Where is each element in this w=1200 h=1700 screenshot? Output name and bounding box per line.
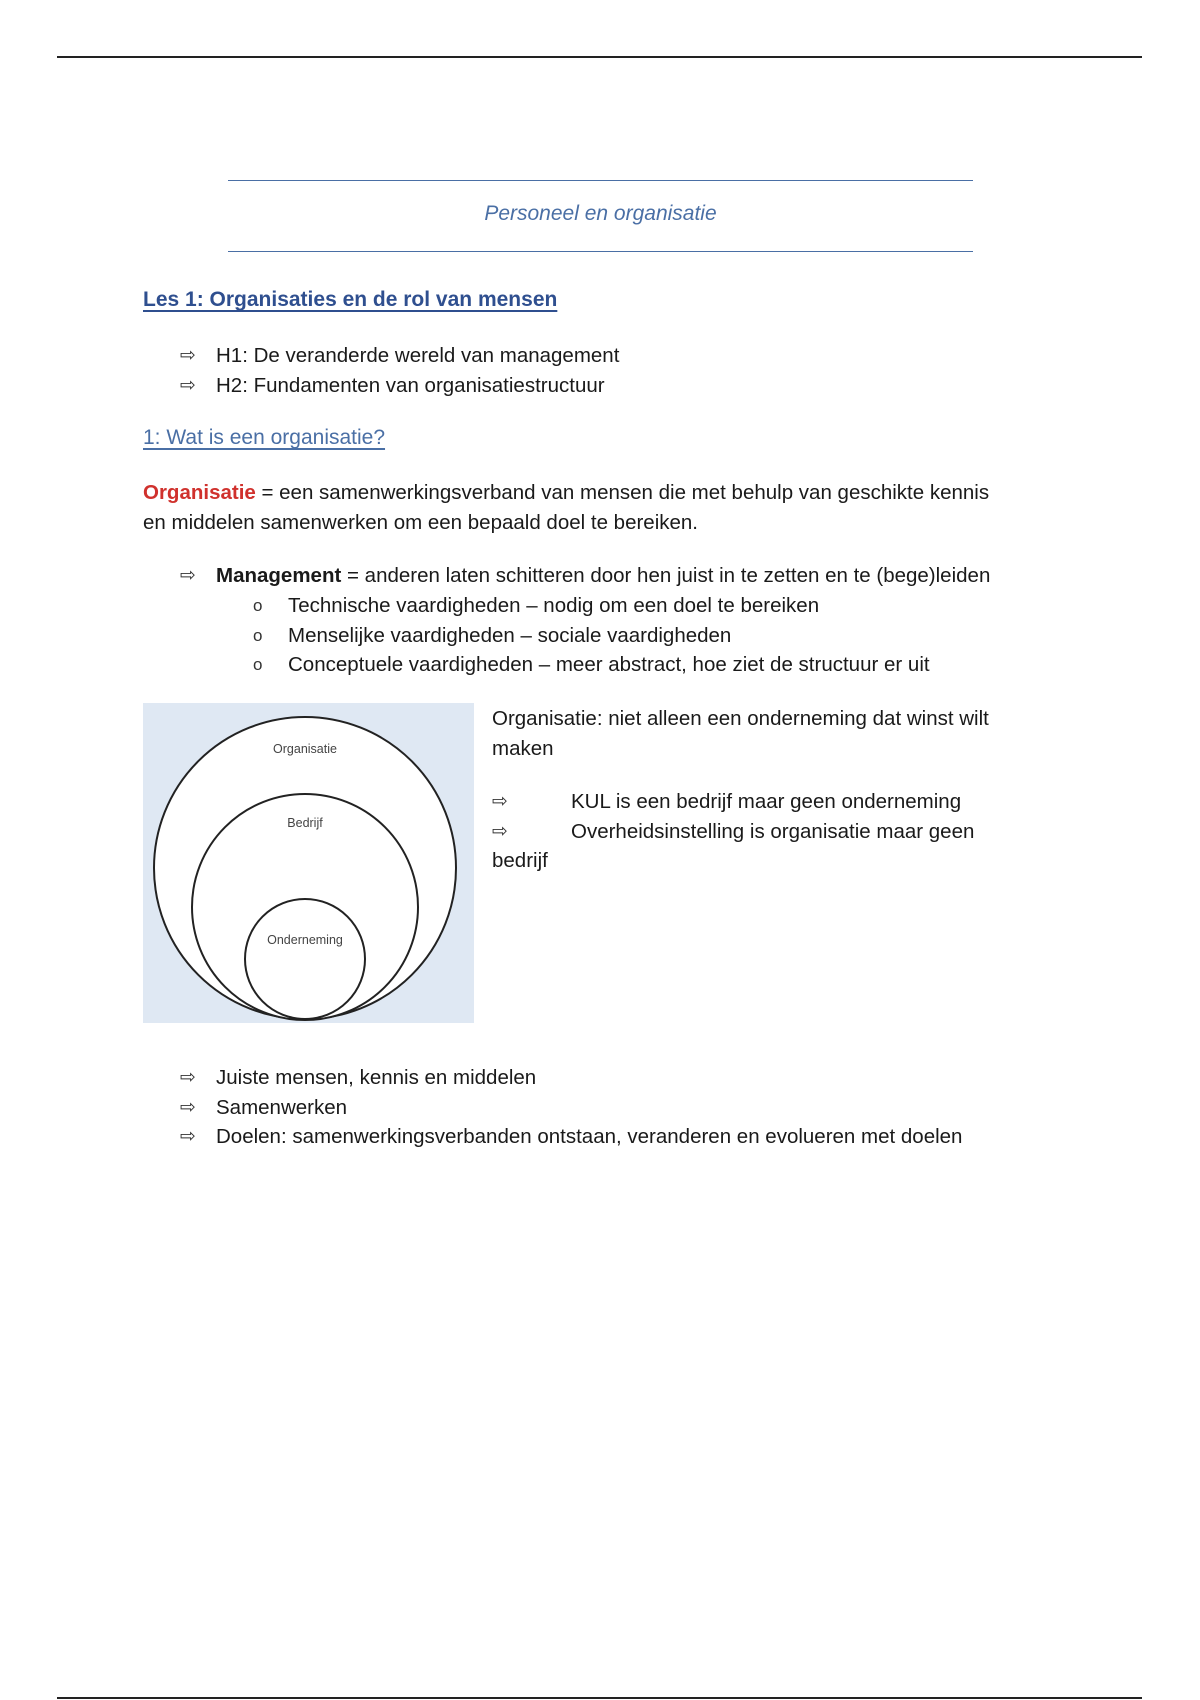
side-arrow-item-cont: bedrijf	[492, 849, 548, 872]
arrow-icon: ⇨	[180, 1067, 196, 1088]
skill-item: Conceptuele vaardigheden – meer abstract, hoe ziet de structuur er uit	[288, 653, 930, 676]
diagram-label-onderneming: Onderneming	[267, 933, 343, 947]
lesson-heading: Les 1: Organisaties en de rol van mensen	[143, 288, 558, 311]
section-heading: 1: Wat is een organisatie?	[143, 426, 386, 449]
management-text: = anderen laten schitteren door hen juist in te zetten en te (bege)leiden	[341, 564, 991, 587]
title-rule-bottom	[228, 251, 973, 252]
circle-bullet-icon: o	[253, 596, 263, 615]
arrow-icon: ⇨	[180, 1097, 196, 1118]
side-text-line-1: Organisatie: niet alleen een onderneming dat winst wilt	[492, 707, 989, 730]
skill-item: Technische vaardigheden – nodig om een doel te bereiken	[288, 594, 820, 617]
document-title: Personeel en organisatie	[484, 202, 717, 225]
page-bottom-rule	[57, 1697, 1142, 1699]
arrow-icon: ⇨	[492, 791, 508, 812]
definition-text: = een samenwerkingsverband van mensen die met behulp van geschikte kennis	[255, 481, 990, 504]
lesson-item: H2: Fundamenten van organisatiestructuur	[216, 374, 605, 397]
page-top-rule	[57, 56, 1142, 58]
final-item: Samenwerken	[216, 1096, 348, 1119]
title-rule-top	[228, 180, 973, 181]
final-item: Juiste mensen, kennis en middelen	[216, 1066, 537, 1089]
diagram-label-organisatie: Organisatie	[273, 742, 337, 756]
definition-line-2: en middelen samenwerken om een bepaald doel te bereiken.	[143, 511, 699, 534]
arrow-icon: ⇨	[180, 375, 196, 396]
arrow-icon: ⇨	[180, 345, 196, 366]
circle-bullet-icon: o	[253, 626, 263, 645]
definition-line-1	[143, 481, 989, 506]
management-term: Management	[216, 564, 342, 587]
inner-circle	[245, 899, 365, 1019]
definition-term: Organisatie	[143, 481, 256, 504]
arrow-icon: ⇨	[180, 1126, 196, 1147]
lesson-item: H1: De veranderde wereld van management	[216, 344, 620, 367]
arrow-icon: ⇨	[180, 565, 196, 586]
arrow-icon: ⇨	[492, 821, 508, 842]
circle-bullet-icon: o	[253, 655, 263, 674]
skill-item: Menselijke vaardigheden – sociale vaardigheden	[288, 624, 732, 647]
management-definition	[216, 564, 990, 589]
nested-circles-diagram	[143, 703, 474, 1023]
final-item: Doelen: samenwerkingsverbanden ontstaan, veranderen en evolueren met doelen	[216, 1125, 963, 1148]
side-arrow-item: Overheidsinstelling is organisatie maar geen	[571, 820, 975, 843]
diagram-label-bedrijf: Bedrijf	[287, 816, 323, 830]
side-arrow-item: KUL is een bedrijf maar geen onderneming	[571, 790, 962, 813]
side-text-line-2: maken	[492, 737, 554, 760]
